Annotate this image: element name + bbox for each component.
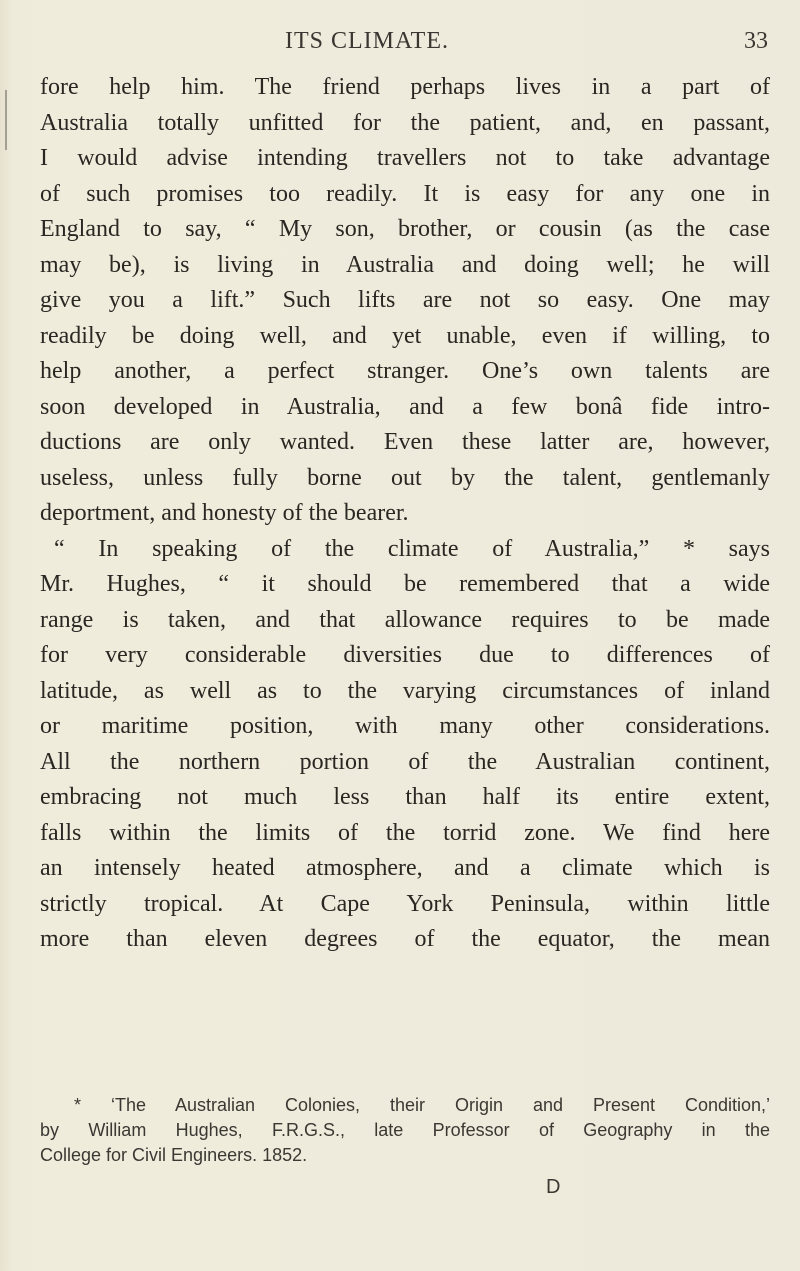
text-line: help another, a perfect stranger. One’s own talents are <box>40 358 770 384</box>
signature-mark: D <box>546 1176 561 1198</box>
gutter-mark <box>5 90 7 150</box>
text-line: may be), is living in Australia and doing well; he will <box>40 251 770 278</box>
text-line: more than eleven degrees of the equator, the mean <box>40 926 770 952</box>
text-line: fore help him. The friend perhaps lives in a part of <box>40 74 770 100</box>
page-header <box>0 22 800 62</box>
text-line: strictly tropical. At Cape York Peninsula, within little <box>40 890 770 917</box>
text-line: range is taken, and that allowance requires to be made <box>40 606 770 633</box>
text-line: soon developed in Australia, and a few bonâ fide intro- <box>40 393 770 420</box>
running-head: ITS CLIMATE. <box>285 28 449 54</box>
text-line: deportment, and honesty of the bearer. <box>40 500 409 526</box>
footnote-line: College for Civil Engineers. 1852. <box>40 1145 308 1165</box>
text-line: falls within the limits of the torrid zone. We find here <box>40 819 770 846</box>
text-line: Mr. Hughes, “ it should be remembered that a wide <box>40 571 770 597</box>
footnote <box>40 1093 770 1168</box>
text-line: England to say, “ My son, brother, or cousin (as the case <box>40 216 770 242</box>
text-line: All the northern portion of the Australian continent, <box>40 748 770 775</box>
text-line: readily be doing well, and yet unable, even if willing, to <box>40 322 770 349</box>
text-line: useless, unless fully borne out by the talent, gentlemanly <box>40 464 770 491</box>
text-line: I would advise intending travellers not to take advantage <box>40 145 770 171</box>
text-line: “ In speaking of the climate of Australia,” * says <box>54 535 770 562</box>
text-line: give you a lift.” Such lifts are not so easy. One may <box>40 287 770 313</box>
footnote-line: by William Hughes, F.R.G.S., late Professor of Geography in the <box>40 1120 770 1140</box>
text-line: of such promises too readily. It is easy for any one in <box>40 180 770 207</box>
footnote-line: * ‘The Australian Colonies, their Origin and Present Condition,’ <box>74 1095 770 1115</box>
body-text <box>40 70 770 958</box>
text-line: embracing not much less than half its entire extent, <box>40 784 770 810</box>
page-number: 33 <box>744 28 768 54</box>
text-line: ductions are only wanted. Even these latter are, however, <box>40 429 770 455</box>
text-line: latitude, as well as to the varying circumstances of inland <box>40 677 770 704</box>
text-line: or maritime position, with many other considerations. <box>40 713 770 739</box>
text-line: an intensely heated atmosphere, and a climate which is <box>40 855 770 881</box>
text-line: Australia totally unfitted for the patient, and, en passant, <box>40 109 770 136</box>
text-line: for very considerable diversities due to differences of <box>40 642 770 668</box>
